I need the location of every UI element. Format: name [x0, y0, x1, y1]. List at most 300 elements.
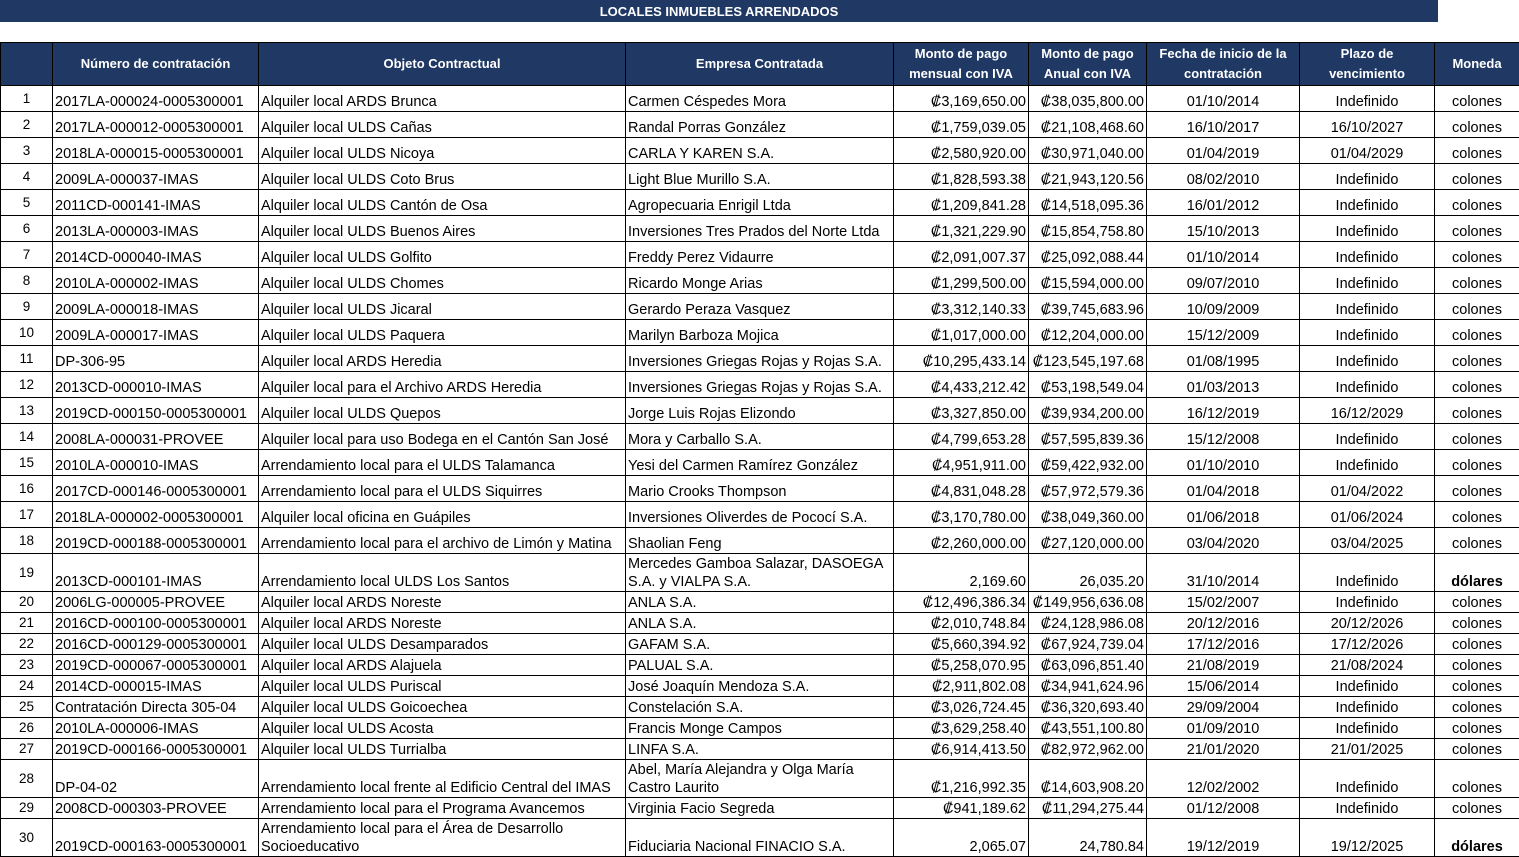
cell-monthly-amount: 2,065.07 [894, 819, 1029, 857]
cell-start-date: 03/04/2020 [1147, 528, 1300, 554]
cell-contract-number: 2014CD-000015-IMAS [53, 676, 259, 697]
cell-currency: colones [1435, 268, 1519, 294]
cell-company: Inversiones Tres Prados del Norte Ltda [626, 216, 894, 242]
cell-index: 7 [1, 242, 53, 268]
cell-index: 24 [1, 676, 53, 697]
cell-index: 19 [1, 554, 53, 592]
cell-start-date: 16/12/2019 [1147, 398, 1300, 424]
cell-currency: colones [1435, 164, 1519, 190]
cell-index: 8 [1, 268, 53, 294]
cell-currency: colones [1435, 634, 1519, 655]
cell-annual-amount: ₡123,545,197.68 [1029, 346, 1147, 372]
table-row [1, 697, 1519, 718]
cell-start-date: 01/04/2018 [1147, 476, 1300, 502]
cell-contract-object: Alquiler local ULDS Cañas [259, 112, 626, 138]
table-row [1, 268, 1519, 294]
col-header-annual-amount: Monto de pago Anual con IVA [1029, 43, 1147, 86]
cell-monthly-amount: ₡1,017,000.00 [894, 320, 1029, 346]
col-header-expiry: Plazo de vencimiento [1300, 43, 1435, 86]
col-header-contract-object: Objeto Contractual [259, 43, 626, 86]
cell-annual-amount: ₡67,924,739.04 [1029, 634, 1147, 655]
cell-annual-amount: ₡57,972,579.36 [1029, 476, 1147, 502]
table-row [1, 294, 1519, 320]
cell-company: ANLA S.A. [626, 592, 894, 613]
cell-currency: colones [1435, 346, 1519, 372]
table-row [1, 424, 1519, 450]
cell-currency: colones [1435, 320, 1519, 346]
cell-currency: colones [1435, 138, 1519, 164]
cell-contract-number: 2017LA-000024-0005300001 [53, 86, 259, 112]
cell-start-date: 09/07/2010 [1147, 268, 1300, 294]
cell-index: 2 [1, 112, 53, 138]
cell-expiry: Indefinido [1300, 372, 1435, 398]
cell-annual-amount: ₡30,971,040.00 [1029, 138, 1147, 164]
cell-start-date: 15/10/2013 [1147, 216, 1300, 242]
cell-contract-number: 2016CD-000129-0005300001 [53, 634, 259, 655]
cell-contract-object: Alquiler local ULDS Cantón de Osa [259, 190, 626, 216]
cell-company: Inversiones Griegas Rojas y Rojas S.A. [626, 372, 894, 398]
cell-monthly-amount: ₡1,299,500.00 [894, 268, 1029, 294]
cell-company: Jorge Luis Rojas Elizondo [626, 398, 894, 424]
cell-start-date: 01/03/2013 [1147, 372, 1300, 398]
cell-company: Constelación S.A. [626, 697, 894, 718]
cell-annual-amount: ₡14,603,908.20 [1029, 760, 1147, 798]
cell-start-date: 17/12/2016 [1147, 634, 1300, 655]
contracts-table [0, 42, 1519, 857]
cell-annual-amount: ₡57,595,839.36 [1029, 424, 1147, 450]
cell-annual-amount: ₡12,204,000.00 [1029, 320, 1147, 346]
cell-start-date: 29/09/2004 [1147, 697, 1300, 718]
cell-currency: dólares [1435, 554, 1519, 592]
cell-index: 25 [1, 697, 53, 718]
table-row [1, 554, 1519, 592]
cell-index: 6 [1, 216, 53, 242]
table-row [1, 320, 1519, 346]
cell-contract-object: Alquiler local ULDS Chomes [259, 268, 626, 294]
cell-index: 5 [1, 190, 53, 216]
cell-annual-amount: ₡15,854,758.80 [1029, 216, 1147, 242]
cell-annual-amount: ₡21,943,120.56 [1029, 164, 1147, 190]
cell-monthly-amount: ₡1,216,992.35 [894, 760, 1029, 798]
cell-company: Randal Porras González [626, 112, 894, 138]
cell-annual-amount: ₡149,956,636.08 [1029, 592, 1147, 613]
cell-start-date: 01/10/2014 [1147, 242, 1300, 268]
cell-monthly-amount: ₡5,660,394.92 [894, 634, 1029, 655]
cell-monthly-amount: ₡4,433,212.42 [894, 372, 1029, 398]
cell-index: 22 [1, 634, 53, 655]
cell-annual-amount: 26,035.20 [1029, 554, 1147, 592]
table-row [1, 634, 1519, 655]
cell-index: 28 [1, 760, 53, 798]
cell-start-date: 20/12/2016 [1147, 613, 1300, 634]
col-header-contract-number: Número de contratación [53, 43, 259, 86]
cell-start-date: 01/10/2014 [1147, 86, 1300, 112]
cell-contract-number: 2009LA-000037-IMAS [53, 164, 259, 190]
cell-monthly-amount: ₡1,828,593.38 [894, 164, 1029, 190]
cell-start-date: 08/02/2010 [1147, 164, 1300, 190]
cell-start-date: 01/08/1995 [1147, 346, 1300, 372]
cell-monthly-amount: ₡10,295,433.14 [894, 346, 1029, 372]
cell-expiry: 20/12/2026 [1300, 613, 1435, 634]
cell-index: 20 [1, 592, 53, 613]
cell-currency: colones [1435, 476, 1519, 502]
table-row [1, 86, 1519, 112]
cell-monthly-amount: ₡12,496,386.34 [894, 592, 1029, 613]
cell-currency: colones [1435, 424, 1519, 450]
table-row [1, 819, 1519, 857]
cell-start-date: 01/10/2010 [1147, 450, 1300, 476]
cell-index: 11 [1, 346, 53, 372]
cell-contract-number: 2018LA-000002-0005300001 [53, 502, 259, 528]
cell-currency: colones [1435, 592, 1519, 613]
cell-monthly-amount: ₡3,327,850.00 [894, 398, 1029, 424]
cell-contract-object: Alquiler local ARDS Alajuela [259, 655, 626, 676]
cell-start-date: 10/09/2009 [1147, 294, 1300, 320]
cell-monthly-amount: ₡941,189.62 [894, 798, 1029, 819]
cell-contract-object: Arrendamiento local para el Área de Desarrollo Socioeducativo [259, 819, 626, 857]
cell-monthly-amount: ₡2,260,000.00 [894, 528, 1029, 554]
cell-annual-amount: ₡27,120,000.00 [1029, 528, 1147, 554]
cell-currency: colones [1435, 190, 1519, 216]
cell-start-date: 12/02/2002 [1147, 760, 1300, 798]
cell-currency: colones [1435, 112, 1519, 138]
cell-contract-number: 2011CD-000141-IMAS [53, 190, 259, 216]
cell-expiry: 21/01/2025 [1300, 739, 1435, 760]
cell-contract-object: Alquiler local ULDS Paquera [259, 320, 626, 346]
cell-currency: dólares [1435, 819, 1519, 857]
cell-index: 1 [1, 86, 53, 112]
cell-monthly-amount: ₡4,799,653.28 [894, 424, 1029, 450]
cell-expiry: 01/04/2022 [1300, 476, 1435, 502]
cell-monthly-amount: ₡2,911,802.08 [894, 676, 1029, 697]
cell-company: Gerardo Peraza Vasquez [626, 294, 894, 320]
cell-index: 23 [1, 655, 53, 676]
cell-contract-number: 2019CD-000188-0005300001 [53, 528, 259, 554]
col-header-currency: Moneda [1435, 43, 1519, 86]
table-row [1, 502, 1519, 528]
table-row [1, 164, 1519, 190]
cell-monthly-amount: ₡4,831,048.28 [894, 476, 1029, 502]
cell-monthly-amount: ₡2,010,748.84 [894, 613, 1029, 634]
cell-expiry: 03/04/2025 [1300, 528, 1435, 554]
cell-monthly-amount: ₡2,091,007.37 [894, 242, 1029, 268]
cell-start-date: 16/10/2017 [1147, 112, 1300, 138]
cell-contract-number: 2010LA-000006-IMAS [53, 718, 259, 739]
cell-expiry: Indefinido [1300, 242, 1435, 268]
cell-company: CARLA Y KAREN S.A. [626, 138, 894, 164]
cell-expiry: Indefinido [1300, 294, 1435, 320]
cell-expiry: Indefinido [1300, 718, 1435, 739]
cell-annual-amount: ₡53,198,549.04 [1029, 372, 1147, 398]
cell-contract-number: 2013CD-000101-IMAS [53, 554, 259, 592]
cell-company: Abel, María Alejandra y Olga María Castro Laurito [626, 760, 894, 798]
cell-company: José Joaquín Mendoza S.A. [626, 676, 894, 697]
cell-contract-number: 2017LA-000012-0005300001 [53, 112, 259, 138]
cell-start-date: 01/09/2010 [1147, 718, 1300, 739]
cell-currency: colones [1435, 450, 1519, 476]
cell-contract-number: 2017CD-000146-0005300001 [53, 476, 259, 502]
cell-expiry: 01/06/2024 [1300, 502, 1435, 528]
cell-currency: colones [1435, 798, 1519, 819]
cell-contract-object: Alquiler local ARDS Noreste [259, 613, 626, 634]
cell-index: 3 [1, 138, 53, 164]
cell-contract-number: 2019CD-000067-0005300001 [53, 655, 259, 676]
cell-monthly-amount: ₡3,312,140.33 [894, 294, 1029, 320]
table-row [1, 592, 1519, 613]
table-row [1, 655, 1519, 676]
cell-monthly-amount: ₡4,951,911.00 [894, 450, 1029, 476]
cell-contract-number: DP-306-95 [53, 346, 259, 372]
cell-contract-object: Alquiler local ULDS Turrialba [259, 739, 626, 760]
table-row [1, 718, 1519, 739]
cell-company: Shaolian Feng [626, 528, 894, 554]
cell-annual-amount: ₡36,320,693.40 [1029, 697, 1147, 718]
cell-currency: colones [1435, 86, 1519, 112]
cell-annual-amount: ₡21,108,468.60 [1029, 112, 1147, 138]
cell-index: 18 [1, 528, 53, 554]
cell-expiry: Indefinido [1300, 268, 1435, 294]
cell-currency: colones [1435, 613, 1519, 634]
cell-contract-object: Arrendamiento local para el archivo de Limón y Matina [259, 528, 626, 554]
cell-start-date: 01/06/2018 [1147, 502, 1300, 528]
cell-currency: colones [1435, 502, 1519, 528]
cell-contract-number: 2018LA-000015-0005300001 [53, 138, 259, 164]
cell-annual-amount: ₡11,294,275.44 [1029, 798, 1147, 819]
cell-contract-object: Alquiler local ULDS Goicoechea [259, 697, 626, 718]
cell-monthly-amount: ₡5,258,070.95 [894, 655, 1029, 676]
cell-company: Agropecuaria Enrigil Ltda [626, 190, 894, 216]
table-row [1, 528, 1519, 554]
cell-contract-number: 2019CD-000163-0005300001 [53, 819, 259, 857]
cell-monthly-amount: ₡1,759,039.05 [894, 112, 1029, 138]
table-row [1, 242, 1519, 268]
cell-expiry: 01/04/2029 [1300, 138, 1435, 164]
cell-monthly-amount: ₡6,914,413.50 [894, 739, 1029, 760]
cell-annual-amount: ₡25,092,088.44 [1029, 242, 1147, 268]
col-header-start-date: Fecha de inicio de la contratación [1147, 43, 1300, 86]
cell-start-date: 21/08/2019 [1147, 655, 1300, 676]
cell-contract-object: Alquiler local ULDS Buenos Aires [259, 216, 626, 242]
cell-expiry: 17/12/2026 [1300, 634, 1435, 655]
cell-annual-amount: ₡15,594,000.00 [1029, 268, 1147, 294]
table-row [1, 216, 1519, 242]
cell-contract-object: Alquiler local ARDS Noreste [259, 592, 626, 613]
cell-index: 9 [1, 294, 53, 320]
cell-company: Virginia Facio Segreda [626, 798, 894, 819]
cell-company: Mora y Carballo S.A. [626, 424, 894, 450]
cell-start-date: 15/12/2009 [1147, 320, 1300, 346]
table-row [1, 398, 1519, 424]
cell-monthly-amount: ₡1,209,841.28 [894, 190, 1029, 216]
table-row [1, 112, 1519, 138]
cell-index: 27 [1, 739, 53, 760]
table-row [1, 372, 1519, 398]
col-header-monthly-amount: Monto de pago mensual con IVA [894, 43, 1029, 86]
cell-company: Carmen Céspedes Mora [626, 86, 894, 112]
cell-monthly-amount: ₡3,026,724.45 [894, 697, 1029, 718]
cell-monthly-amount: 2,169.60 [894, 554, 1029, 592]
cell-contract-object: Alquiler local ULDS Coto Brus [259, 164, 626, 190]
cell-expiry: 16/12/2029 [1300, 398, 1435, 424]
sheet-title: LOCALES INMUEBLES ARRENDADOS [0, 0, 1438, 22]
header-row [1, 43, 1519, 86]
cell-contract-object: Arrendamiento local para el ULDS Talamanca [259, 450, 626, 476]
cell-annual-amount: ₡43,551,100.80 [1029, 718, 1147, 739]
cell-expiry: Indefinido [1300, 450, 1435, 476]
cell-expiry: Indefinido [1300, 760, 1435, 798]
cell-monthly-amount: ₡2,580,920.00 [894, 138, 1029, 164]
table-row [1, 739, 1519, 760]
cell-contract-number: 2019CD-000166-0005300001 [53, 739, 259, 760]
cell-annual-amount: ₡39,934,200.00 [1029, 398, 1147, 424]
cell-currency: colones [1435, 294, 1519, 320]
cell-index: 29 [1, 798, 53, 819]
cell-company: LINFA S.A. [626, 739, 894, 760]
cell-contract-number: Contratación Directa 305-04 [53, 697, 259, 718]
cell-expiry: Indefinido [1300, 86, 1435, 112]
cell-expiry: Indefinido [1300, 216, 1435, 242]
cell-currency: colones [1435, 739, 1519, 760]
cell-expiry: Indefinido [1300, 320, 1435, 346]
cell-annual-amount: ₡38,049,360.00 [1029, 502, 1147, 528]
cell-expiry: Indefinido [1300, 346, 1435, 372]
cell-company: Francis Monge Campos [626, 718, 894, 739]
cell-expiry: 16/10/2027 [1300, 112, 1435, 138]
table-row [1, 760, 1519, 798]
cell-start-date: 01/12/2008 [1147, 798, 1300, 819]
cell-contract-number: 2013CD-000010-IMAS [53, 372, 259, 398]
cell-contract-number: 2010LA-000010-IMAS [53, 450, 259, 476]
cell-currency: colones [1435, 528, 1519, 554]
cell-currency: colones [1435, 676, 1519, 697]
cell-annual-amount: ₡34,941,624.96 [1029, 676, 1147, 697]
cell-company: Light Blue Murillo S.A. [626, 164, 894, 190]
cell-annual-amount: ₡24,128,986.08 [1029, 613, 1147, 634]
cell-currency: colones [1435, 655, 1519, 676]
cell-company: Ricardo Monge Arias [626, 268, 894, 294]
cell-company: GAFAM S.A. [626, 634, 894, 655]
cell-currency: colones [1435, 242, 1519, 268]
cell-expiry: Indefinido [1300, 424, 1435, 450]
cell-start-date: 21/01/2020 [1147, 739, 1300, 760]
cell-contract-number: 2019CD-000150-0005300001 [53, 398, 259, 424]
cell-index: 26 [1, 718, 53, 739]
cell-contract-number: 2008CD-000303-PROVEE [53, 798, 259, 819]
cell-expiry: Indefinido [1300, 592, 1435, 613]
cell-contract-object: Alquiler local ULDS Golfito [259, 242, 626, 268]
cell-contract-number: 2009LA-000018-IMAS [53, 294, 259, 320]
cell-annual-amount: ₡14,518,095.36 [1029, 190, 1147, 216]
cell-expiry: 21/08/2024 [1300, 655, 1435, 676]
cell-contract-object: Arrendamiento local frente al Edificio Central del IMAS [259, 760, 626, 798]
table-row [1, 798, 1519, 819]
cell-monthly-amount: ₡3,169,650.00 [894, 86, 1029, 112]
cell-start-date: 16/01/2012 [1147, 190, 1300, 216]
cell-annual-amount: ₡59,422,932.00 [1029, 450, 1147, 476]
cell-index: 12 [1, 372, 53, 398]
cell-contract-number: 2014CD-000040-IMAS [53, 242, 259, 268]
cell-contract-object: Alquiler local ULDS Jicaral [259, 294, 626, 320]
table-row [1, 476, 1519, 502]
cell-monthly-amount: ₡1,321,229.90 [894, 216, 1029, 242]
table-row [1, 450, 1519, 476]
cell-expiry: Indefinido [1300, 164, 1435, 190]
cell-annual-amount: ₡82,972,962.00 [1029, 739, 1147, 760]
cell-contract-object: Alquiler local ARDS Heredia [259, 346, 626, 372]
cell-contract-object: Alquiler local ULDS Acosta [259, 718, 626, 739]
cell-contract-number: 2006LG-000005-PROVEE [53, 592, 259, 613]
cell-index: 15 [1, 450, 53, 476]
cell-index: 4 [1, 164, 53, 190]
cell-contract-object: Alquiler local ULDS Nicoya [259, 138, 626, 164]
cell-currency: colones [1435, 718, 1519, 739]
cell-annual-amount: ₡38,035,800.00 [1029, 86, 1147, 112]
cell-annual-amount: ₡63,096,851.40 [1029, 655, 1147, 676]
table-row [1, 138, 1519, 164]
cell-index: 14 [1, 424, 53, 450]
cell-contract-object: Alquiler local ULDS Puriscal [259, 676, 626, 697]
col-header-company: Empresa Contratada [626, 43, 894, 86]
cell-contract-number: 2009LA-000017-IMAS [53, 320, 259, 346]
cell-contract-number: DP-04-02 [53, 760, 259, 798]
cell-contract-object: Alquiler local para uso Bodega en el Cantón San José [259, 424, 626, 450]
cell-contract-object: Alquiler local ARDS Brunca [259, 86, 626, 112]
cell-expiry: Indefinido [1300, 676, 1435, 697]
cell-contract-object: Arrendamiento local para el Programa Avancemos [259, 798, 626, 819]
cell-start-date: 15/06/2014 [1147, 676, 1300, 697]
cell-contract-object: Alquiler local ULDS Desamparados [259, 634, 626, 655]
cell-contract-object: Arrendamiento local para el ULDS Siquirres [259, 476, 626, 502]
cell-start-date: 01/04/2019 [1147, 138, 1300, 164]
cell-currency: colones [1435, 398, 1519, 424]
cell-start-date: 19/12/2019 [1147, 819, 1300, 857]
cell-annual-amount: 24,780.84 [1029, 819, 1147, 857]
cell-expiry: Indefinido [1300, 554, 1435, 592]
cell-company: Yesi del Carmen Ramírez González [626, 450, 894, 476]
cell-company: Freddy Perez Vidaurre [626, 242, 894, 268]
cell-start-date: 31/10/2014 [1147, 554, 1300, 592]
cell-contract-object: Alquiler local oficina en Guápiles [259, 502, 626, 528]
cell-currency: colones [1435, 216, 1519, 242]
cell-index: 16 [1, 476, 53, 502]
table-row [1, 676, 1519, 697]
cell-currency: colones [1435, 697, 1519, 718]
cell-expiry: Indefinido [1300, 697, 1435, 718]
cell-contract-number: 2013LA-000003-IMAS [53, 216, 259, 242]
cell-currency: colones [1435, 372, 1519, 398]
cell-contract-number: 2016CD-000100-0005300001 [53, 613, 259, 634]
cell-company: Mario Crooks Thompson [626, 476, 894, 502]
cell-currency: colones [1435, 760, 1519, 798]
col-header-index [1, 43, 53, 86]
cell-monthly-amount: ₡3,629,258.40 [894, 718, 1029, 739]
table-row [1, 346, 1519, 372]
cell-start-date: 15/12/2008 [1147, 424, 1300, 450]
cell-company: Mercedes Gamboa Salazar, DASOEGA S.A. y VIALPA S.A. [626, 554, 894, 592]
table-row [1, 190, 1519, 216]
cell-expiry: 19/12/2025 [1300, 819, 1435, 857]
cell-company: PALUAL S.A. [626, 655, 894, 676]
cell-contract-object: Alquiler local ULDS Quepos [259, 398, 626, 424]
cell-expiry: Indefinido [1300, 190, 1435, 216]
cell-contract-number: 2008LA-000031-PROVEE [53, 424, 259, 450]
cell-index: 10 [1, 320, 53, 346]
cell-company: Marilyn Barboza Mojica [626, 320, 894, 346]
cell-index: 17 [1, 502, 53, 528]
cell-contract-object: Alquiler local para el Archivo ARDS Heredia [259, 372, 626, 398]
cell-company: Fiduciaria Nacional FINACIO S.A. [626, 819, 894, 857]
cell-company: ANLA S.A. [626, 613, 894, 634]
